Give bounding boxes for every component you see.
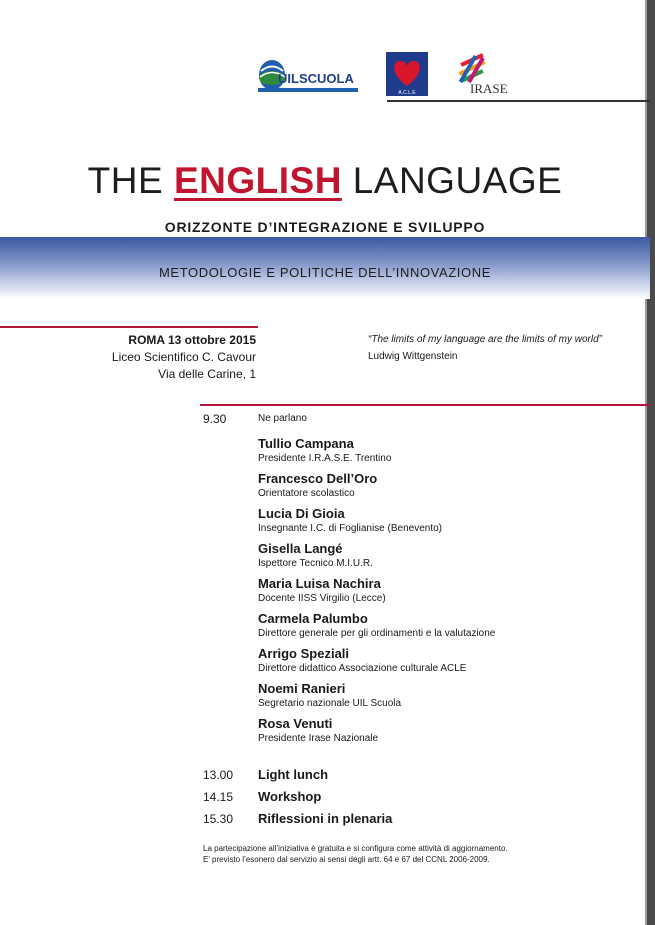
speaker-role: Presidente I.R.A.S.E. Trentino	[258, 453, 392, 464]
venue-rule	[0, 326, 258, 328]
speaker-name: Tullio Campana	[258, 436, 354, 451]
header-rule	[387, 100, 650, 102]
speaker-role: Segretario nazionale UIL Scuola	[258, 698, 402, 709]
session-label: Light lunch	[258, 767, 329, 782]
svg-text:IRASE: IRASE	[470, 81, 508, 96]
speaker-item	[258, 716, 638, 751]
speaker-list	[258, 436, 638, 751]
title-after: LANGUAGE	[341, 160, 563, 201]
venue-school: Liceo Scientifico C. Cavour	[111, 350, 256, 364]
speakers-intro: Ne parlano	[258, 413, 307, 424]
speaker-item	[258, 541, 638, 576]
footnote	[203, 843, 623, 865]
speaker-role: Docente IISS Virgilio (Lecce)	[258, 593, 386, 604]
speaker-item	[258, 506, 638, 541]
speaker-name: Carmela Palumbo	[258, 611, 368, 626]
title-highlight: ENGLISH	[173, 160, 342, 201]
svg-text:UILSCUOLA: UILSCUOLA	[278, 71, 354, 86]
speaker-role: Orientatore scolastico	[258, 488, 355, 499]
svg-text:A.C.L.E: A.C.L.E	[398, 90, 416, 96]
venue-block	[60, 332, 256, 383]
speaker-item	[258, 576, 638, 611]
acle-logo	[386, 52, 428, 96]
page-title	[0, 160, 650, 202]
speaker-name: Lucia Di Gioia	[258, 506, 345, 521]
logo-row	[258, 52, 528, 100]
tagline: METODOLOGIE E POLITICHE DELL’INNOVAZIONE	[159, 265, 491, 280]
speaker-name: Arrigo Speziali	[258, 646, 350, 661]
event-date: ROMA 13 ottobre 2015	[128, 333, 256, 347]
footnote-line: La partecipazione all’iniziativa è gratuita e si configura come attività di aggiornamento.	[203, 844, 508, 853]
program-rule	[200, 404, 650, 406]
uilscuola-logo	[258, 58, 362, 96]
footnote-line: E’ previsto l’esonero dal servizio ai sensi degli artt. 64 e 67 del CCNL 2006-2009.	[203, 855, 490, 864]
session-label: Workshop	[258, 789, 322, 804]
speaker-name: Maria Luisa Nachira	[258, 576, 381, 591]
speaker-item	[258, 471, 638, 506]
speaker-name: Noemi Ranieri	[258, 681, 346, 696]
speaker-name: Gisella Langé	[258, 541, 343, 556]
quote-text: “The limits of my language are the limits of my world”	[368, 334, 602, 345]
speaker-item	[258, 611, 638, 646]
quote-author: Ludwig Wittgenstein	[368, 351, 458, 362]
session-label: Riflessioni in plenaria	[258, 811, 393, 826]
speaker-role: Insegnante I.C. di Foglianise (Benevento)	[258, 523, 442, 534]
session-time: 13.00	[203, 768, 234, 782]
session-time: 14.15	[203, 790, 234, 804]
session-time: 15.30	[203, 812, 234, 826]
speaker-item	[258, 436, 638, 471]
speaker-role: Ispettore Tecnico M.I.U.R.	[258, 558, 373, 569]
speaker-name: Francesco Dell’Oro	[258, 471, 378, 486]
venue-address: Via delle Carine, 1	[158, 367, 256, 381]
title-before: THE	[87, 160, 174, 201]
speaker-name: Rosa Venuti	[258, 716, 333, 731]
speaker-role: Direttore generale per gli ordinamenti e la valutazione	[258, 628, 496, 639]
irase-logo	[456, 52, 522, 98]
speaker-item	[258, 646, 638, 681]
subtitle: ORIZZONTE D’INTEGRAZIONE E SVILUPPO	[164, 219, 486, 235]
time-first: 9.30	[203, 412, 227, 426]
speaker-role: Direttore didattico Associazione culturale ACLE	[258, 663, 467, 674]
speaker-role: Presidente Irase Nazionale	[258, 733, 379, 744]
speaker-item	[258, 681, 638, 716]
page-edge	[647, 0, 655, 925]
